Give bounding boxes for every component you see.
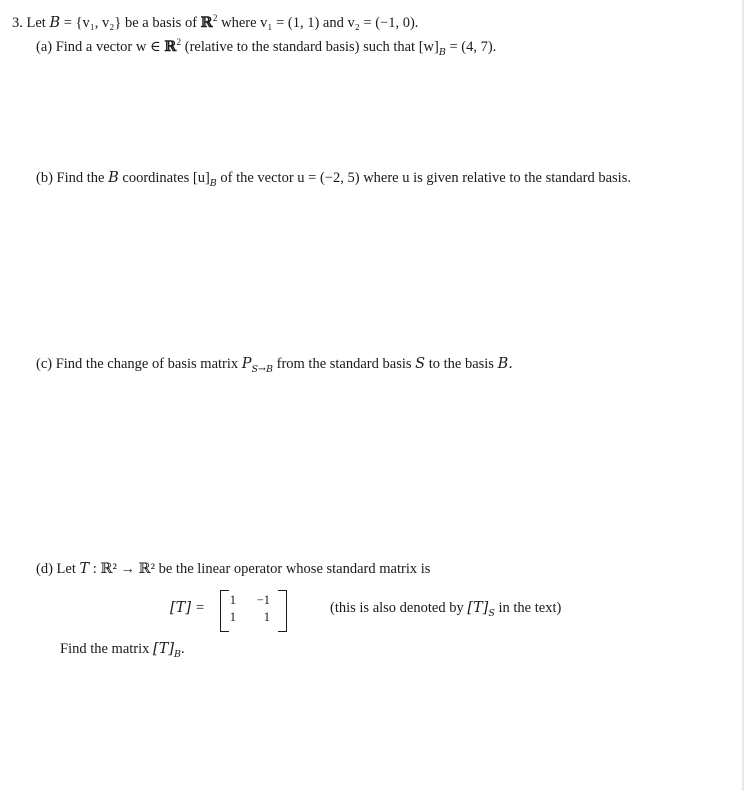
part-d: (d) Let T : ℝ² → ℝ² be the linear operator whose standard matrix is	[36, 561, 431, 577]
matrix-note: (this is also denoted by $[T]_S$ in the text)	[330, 600, 562, 619]
matrix-cell: 1	[229, 593, 236, 607]
part-c-label: (c)	[36, 356, 53, 372]
part-a: (a) Find a vector w ∈ ℝ$^2$ (relative to the standard basis) such that $[w]_B = (4$, 7).	[36, 38, 497, 58]
part-d-find: Find the matrix $[T]_B$.	[60, 641, 185, 660]
part-d-label: (d)	[36, 561, 53, 577]
part-c: (c) Find the change of basis matrix $P_{S\to B}$ from the standard basis S to the basis B.	[36, 356, 513, 375]
problem-number: 3.	[12, 15, 23, 31]
matrix-cell: −1	[256, 593, 270, 607]
matrix-cell: 1	[263, 610, 270, 624]
matrix-lhs: [T]	[170, 600, 191, 616]
part-b-label: (b)	[36, 170, 53, 186]
part-a-label: (a)	[36, 39, 53, 55]
matrix-cell: 1	[229, 610, 236, 624]
part-b: (b) Find the B coordinates $[u]_B$ of the vector u = (−2, 5) where u is given relative to the standard basis.	[36, 170, 631, 189]
problem-intro: 3. Let B = {v₁, v₂} be a basis of ℝ$^2$ where v₁ = (1, 1) and v₂ = (−1, 0).	[12, 14, 419, 31]
matrix-equals: =	[196, 600, 205, 616]
right-bracket	[278, 590, 287, 632]
